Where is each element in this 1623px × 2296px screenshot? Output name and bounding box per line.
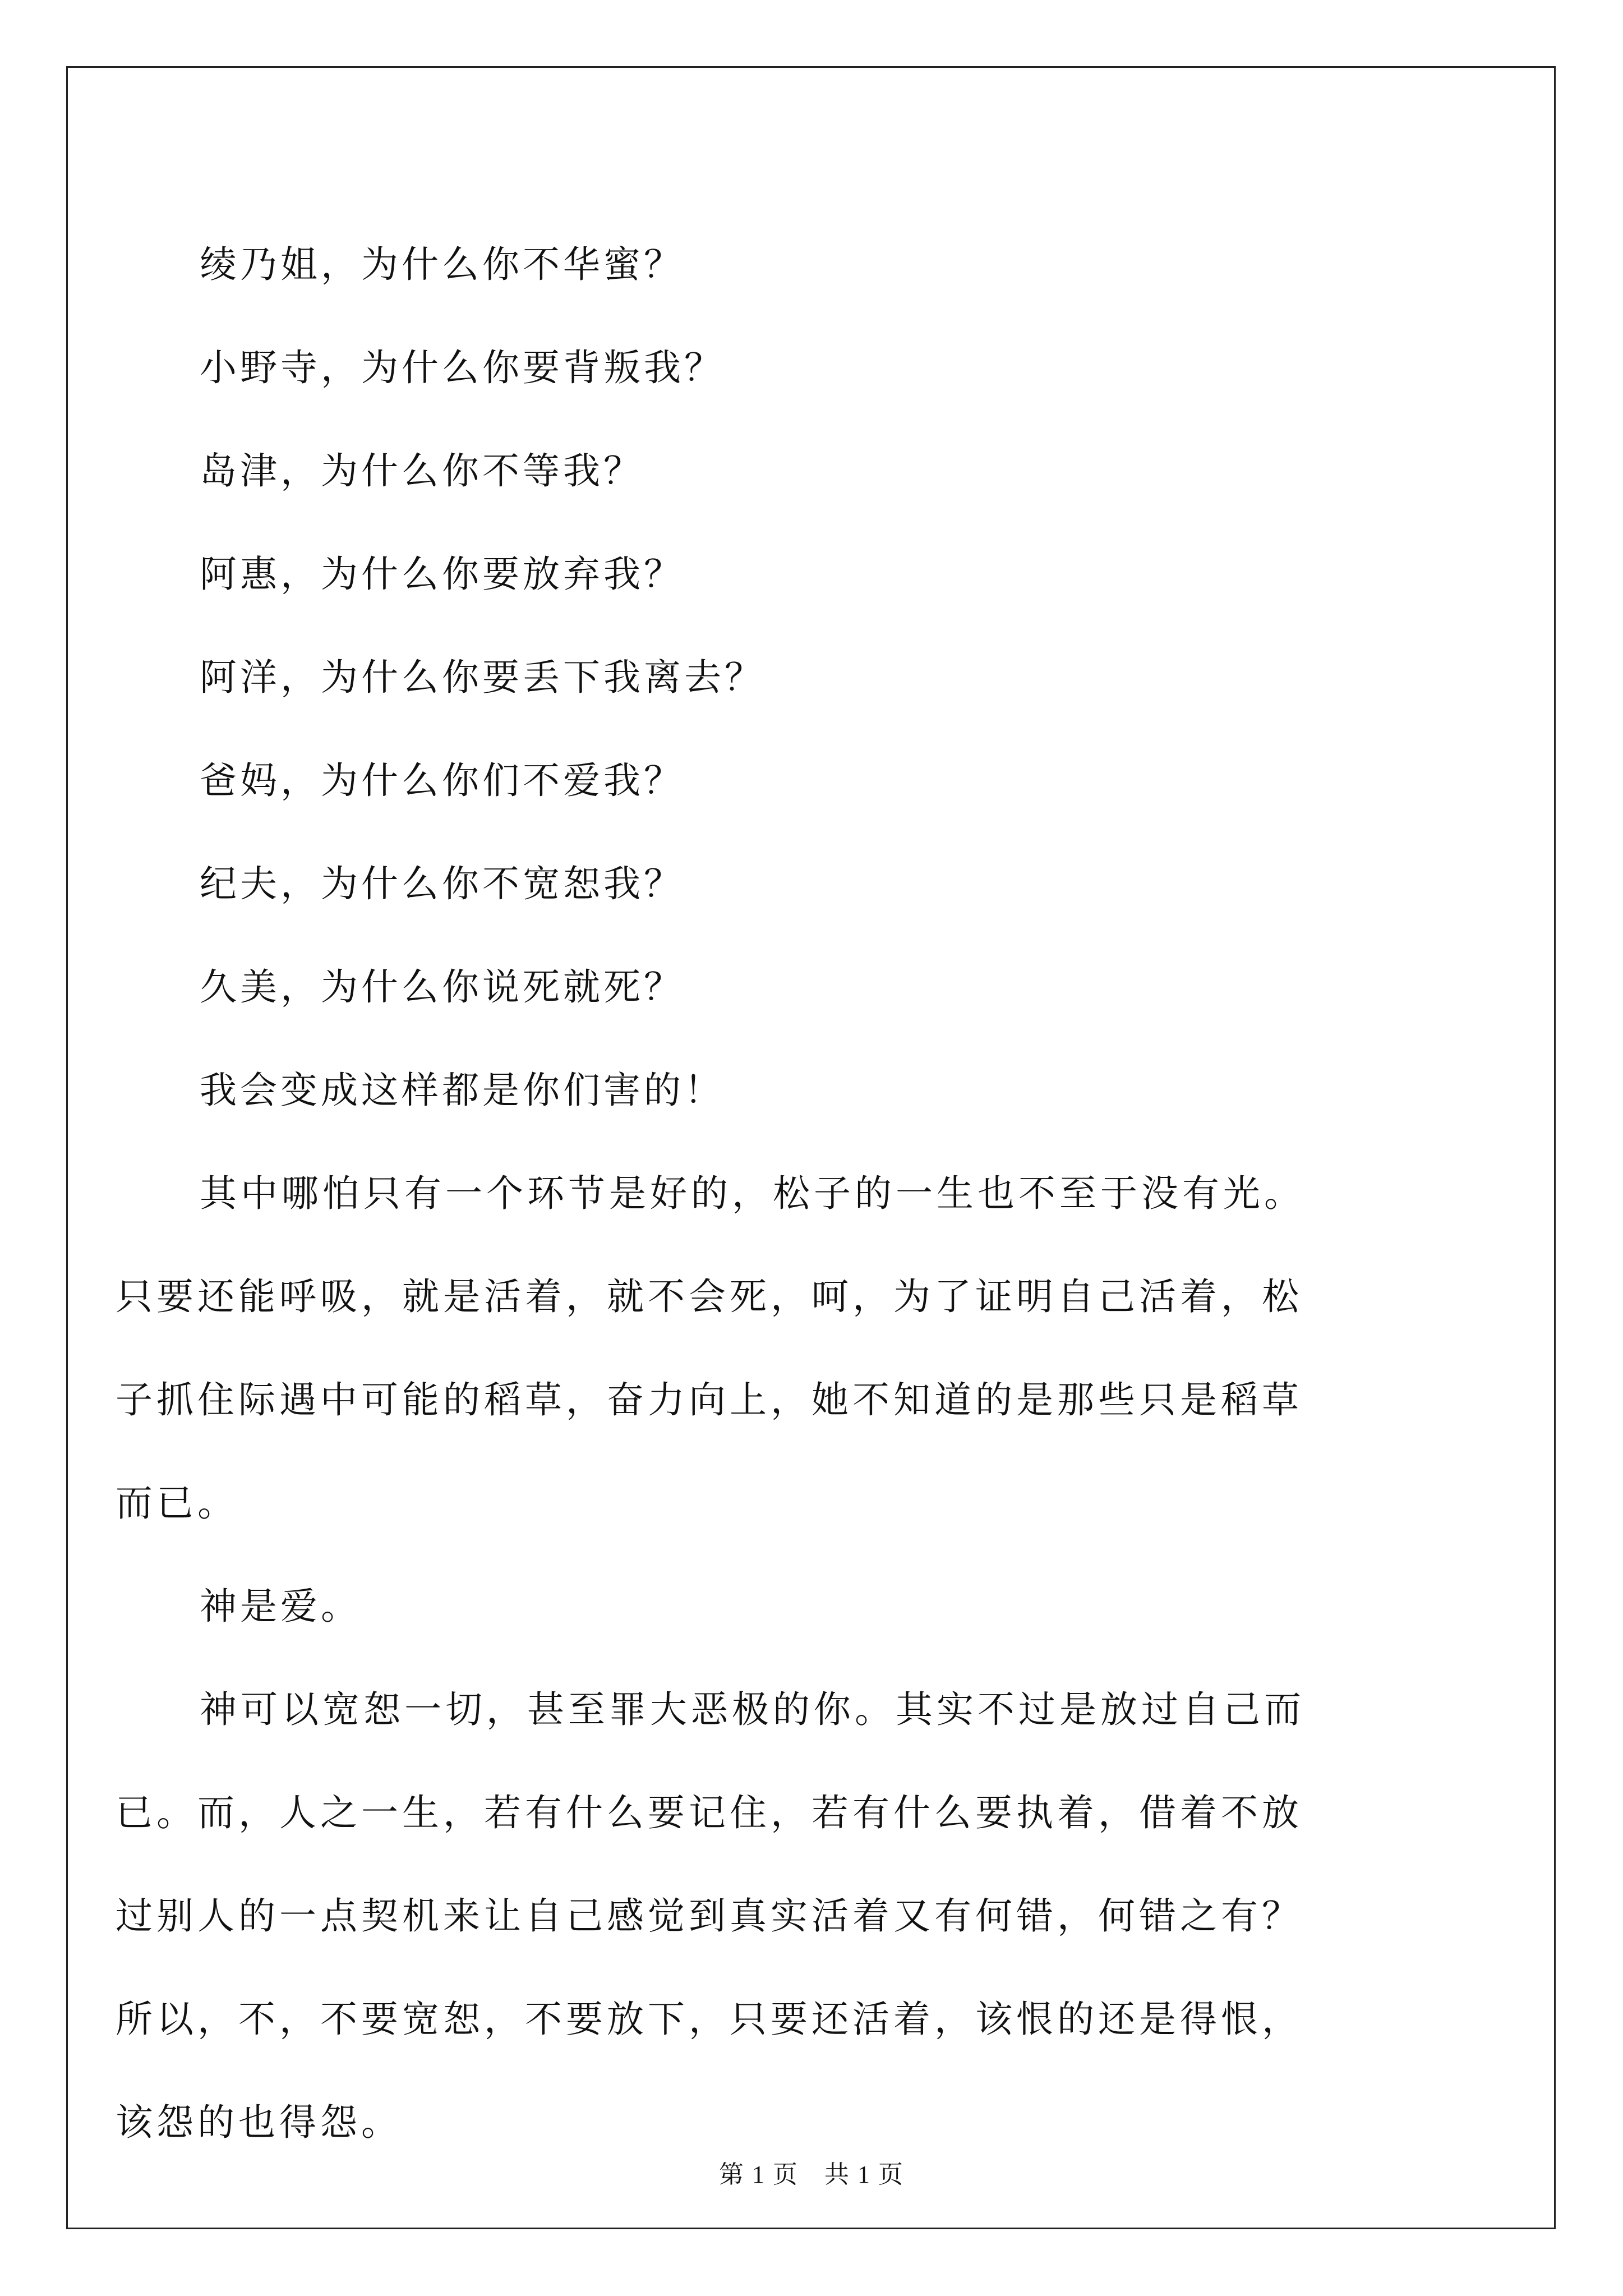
paragraph: 神是爱。 xyxy=(200,1585,361,1628)
paragraph: 久美，为什么你说死就死？ xyxy=(200,965,684,1009)
paragraph: 纪夫，为什么你不宽恕我？ xyxy=(200,862,684,905)
paragraph: 阿洋，为什么你要丢下我离去？ xyxy=(200,656,765,699)
document-body xyxy=(116,213,1433,2174)
paragraph: 小野寺，为什么你要背叛我？ xyxy=(200,346,725,389)
paragraph: 阿惠，为什么你要放弃我？ xyxy=(200,553,684,596)
paragraph: 神可以宽恕一切，甚至罪大恶极的你。其实不过是放过自己而已。而，人之一生，若有什么要记住，若有什么要执着，借着不放过别人的一点契机来让自己感觉到真实活着又有何错，何错之有？所以，不，不要宽恕，不要放下，只要还活着，该恨的还是得恨，该怨的也得怨。 xyxy=(116,1688,1305,2144)
page-footer: 第 1 页 共 1 页 xyxy=(719,2161,904,2188)
paragraph: 岛津，为什么你不等我？ xyxy=(200,449,644,493)
paragraph: 爸妈，为什么你们不爱我？ xyxy=(200,759,684,802)
paragraph: 绫乃姐，为什么你不华蜜？ xyxy=(200,243,684,286)
paragraph: 我会变成这样都是你们害的！ xyxy=(200,1069,725,1112)
paragraph: 其中哪怕只有一个环节是好的，松子的一生也不至于没有光。只要还能呼吸，就是活着，就不会死，呵，为了证明自己活着，松子抓住际遇中可能的稻草，奋力向上，她不知道的是那些只是稻草而已。 xyxy=(116,1172,1305,1525)
